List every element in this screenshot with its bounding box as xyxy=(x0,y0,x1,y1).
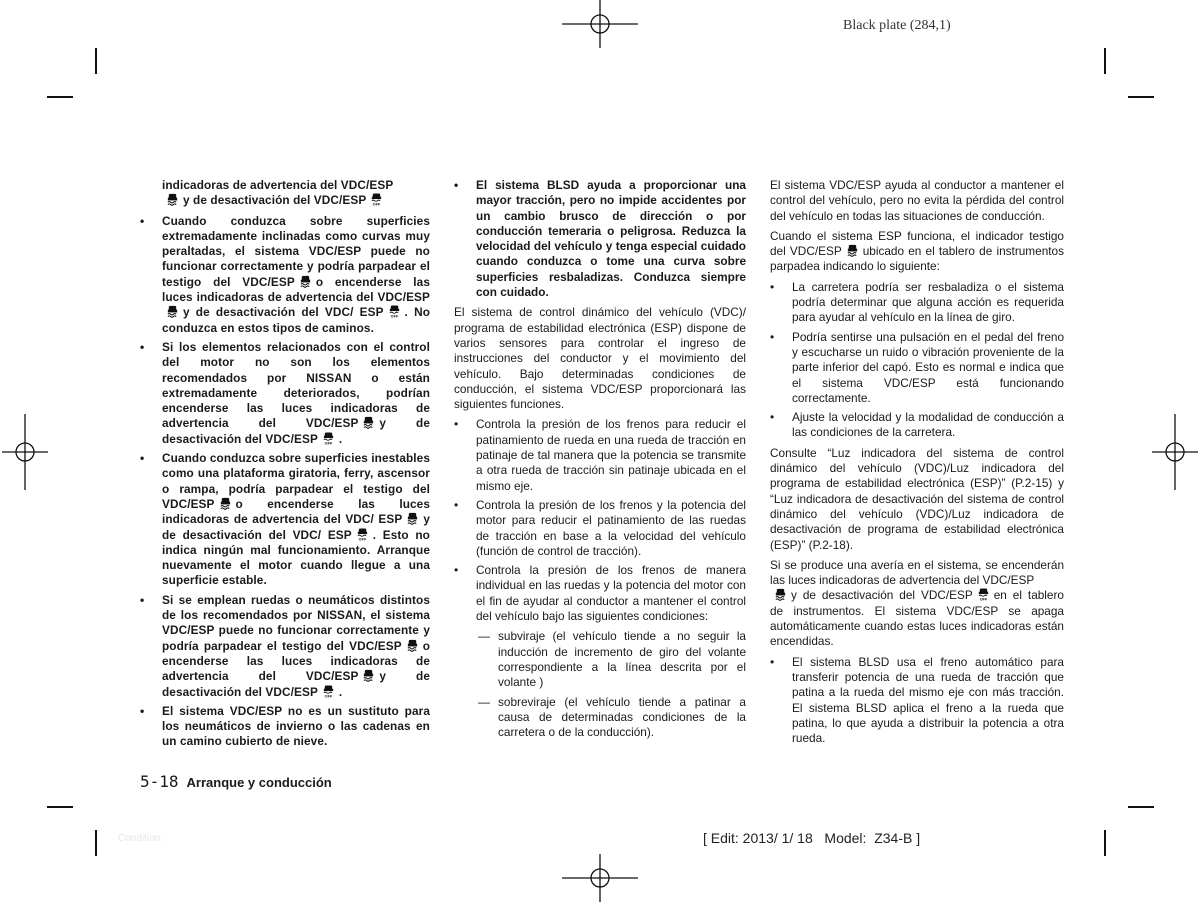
vdc-warning-icon xyxy=(166,305,179,318)
edit-info: [ Edit: 2013/ 1/ 18 Model: Z34-B ] xyxy=(703,830,921,846)
text: Si se produce una avería en el sistema, se encenderán las luces indicadoras de advertencia del VDC/ESP xyxy=(770,557,1064,588)
vdc-warning-icon xyxy=(299,275,312,288)
text: Si se emplean ruedas o neumáticos distintos de los recomendados por NISSAN, el sistema VDC/ESP puede no funcionar correctamente y podría parpadear el testigo del VDC/ESP xyxy=(162,592,430,653)
text: Cuando conduzca sobre superficies extremadamente inclinadas como curvas muy peraltadas, el sistema VDC/ESP puede no funcionar correctamente y podría parpadear el testigo del VDC/ESP xyxy=(162,213,430,289)
text: y de desactivación del VDC/ ESP xyxy=(183,305,384,320)
list-item: • El sistema BLSD usa el freno automático para transferir potencia de una rueda de tracción que patina a la rueda del mismo eje con más tracción. El sistema BLSD aplica el freno a la rueda que patina, lo que ayuda a distribuir la potencia a otra rueda. xyxy=(770,655,1064,747)
list-item: • Controla la presión de los frenos y la potencia del motor para reducir el patinamiento de las ruedas de tracción en base a la velocidad del vehículo (función de control de tracción). xyxy=(454,498,746,559)
blsd-list xyxy=(770,655,1064,747)
page-footer xyxy=(140,772,332,791)
text: . Esto no indica ningún mal funcionamiento. Arranque nuevamente el motor cuando llegue a una superficie estable. xyxy=(162,527,430,588)
vdc-off-icon xyxy=(370,193,383,206)
crop-mark xyxy=(1128,806,1154,808)
function-list xyxy=(454,417,746,624)
column-middle xyxy=(454,178,746,745)
text: y de desactivación del VDC/ESP xyxy=(162,669,431,699)
vdc-off-icon xyxy=(388,305,401,318)
text: y de desactivación del VDC/ ESP xyxy=(162,512,430,542)
warning-list xyxy=(454,178,746,300)
condition-label: Condition: xyxy=(118,833,164,844)
list-item: • Controla la presión de los frenos para reducir el patinamiento de rueda en una rueda de tracción en patinaje de tal manera que la potencia se transmite a otra rueda de tracción sin patinaje ubicada en el mismo eje. xyxy=(454,417,746,493)
list-item: • Controla la presión de los frenos de manera individual en las ruedas y la potencia del motor con el fin de ayudar al conductor a mantener el control del vehículo bajo las siguientes condiciones: xyxy=(454,563,746,624)
crop-mark xyxy=(1104,830,1106,856)
text: . xyxy=(338,431,343,446)
vdc-off-icon xyxy=(322,685,335,698)
list-item xyxy=(140,214,430,336)
vdc-warning-icon xyxy=(166,193,179,206)
condition-list xyxy=(476,629,746,740)
column-left xyxy=(140,178,430,755)
vdc-warning-icon xyxy=(219,497,232,510)
vdc-warning-icon xyxy=(362,416,375,429)
text: o encenderse las luces indicadoras de advertencia del VDC/ ESP xyxy=(162,496,430,527)
text: . No conduzca en estos tipos de caminos. xyxy=(162,305,430,335)
crop-mark xyxy=(95,830,97,856)
vdc-warning-icon xyxy=(406,512,419,525)
text: Si los elementos relacionados con el control del motor no son los elementos recomendados por NISSAN o están extremadamente deteriorados, podrían encenderse las luces indicadoras de advertencia del VDC/ESP xyxy=(162,339,430,431)
plate-label: Black plate (284,1) xyxy=(843,18,951,33)
crop-mark xyxy=(1128,96,1154,98)
text: y de desactivación del VDC/ESP xyxy=(162,416,431,446)
list-item: — subviraje (el vehículo tiende a no seguir la inducción de incremento de giro del volante correspondiente a la línea descrita por el volante ) xyxy=(476,629,746,690)
crop-mark xyxy=(95,48,97,74)
list-item xyxy=(140,593,430,700)
page-number: 5-18 xyxy=(140,772,179,791)
vdc-off-icon xyxy=(322,432,335,445)
vdc-warning-icon xyxy=(406,639,419,652)
text: indicadoras de advertencia del VDC/ESP xyxy=(162,178,394,192)
registration-mark-bottom xyxy=(560,852,640,902)
registration-mark-top xyxy=(560,0,640,50)
text: ubicado en el tablero de instrumentos parpadea indicando lo siguiente: xyxy=(770,244,1064,274)
text: Cuando conduzca sobre superficies inestables como una plataforma giratoria, ferry, ascensor o rampa, podría parpadear el testigo del VDC/ESP xyxy=(162,451,430,511)
text: y de desactivación del VDC/ESP xyxy=(183,193,367,208)
text: y de desactivación del VDC/ESP xyxy=(791,588,973,603)
paragraph xyxy=(162,178,430,209)
warning-list xyxy=(140,214,430,750)
list-item: • El sistema BLSD ayuda a proporcionar una mayor tracción, pero no impide accidentes por un cambio brusco de dirección o por conducción temeraria o peligrosa. Reduzca la velocidad del vehículo y tenga especial cuidado cuando conduzca o tome una curva sobre superficies resbaladizas. Conduzca siempre con cuidado. xyxy=(454,178,746,300)
list-item: • La carretera podría ser resbaladiza o el sistema podría determinar que alguna acción es requerida para ayudar al vehículo en la línea de giro. xyxy=(770,280,1064,326)
paragraph xyxy=(770,558,1064,650)
list-item xyxy=(140,340,430,447)
crop-mark xyxy=(47,806,73,808)
text: . xyxy=(338,684,343,699)
registration-mark-left xyxy=(0,412,50,492)
vdc-off-icon xyxy=(356,528,369,541)
indication-list xyxy=(770,280,1064,441)
registration-mark-right xyxy=(1150,412,1200,492)
column-right xyxy=(770,178,1064,751)
vdc-warning-icon xyxy=(774,588,787,601)
paragraph: Consulte “Luz indicadora del sistema de control dinámico del vehículo (VDC)/Luz indicadora del programa de estabilidad electrónica (ESP)” (P.2-15) y “Luz indicadora de desactivación del sistema de control dinámico del vehículo (VDC)/Luz indicadora de desactivación de programa de estabilidad electrónica (ESP)” (P.2-18). xyxy=(770,445,1064,552)
crop-mark xyxy=(47,96,73,98)
text: en el tablero de instrumentos. El sistema VDC/ESP se apaga automáticamente cuando estas luces indicadoras están encendidas. xyxy=(770,588,1064,649)
vdc-warning-icon xyxy=(846,244,859,257)
list-item: • Ajuste la velocidad y la modalidad de conducción a las condiciones de la carretera. xyxy=(770,410,1064,441)
paragraph: El sistema VDC/ESP ayuda al conductor a mantener el control del vehículo, pero no evita la pérdida del control del vehículo en todas las situaciones de conducción. xyxy=(770,178,1064,223)
list-item xyxy=(140,451,430,589)
text: o encenderse las luces indicadoras de advertencia del VDC/ESP xyxy=(162,274,430,305)
text: El sistema VDC/ESP no es un sustituto para los neumáticos de invierno o las cadenas en un camino cubierto de nieve. xyxy=(162,703,430,749)
vdc-warning-icon xyxy=(362,669,375,682)
text: o encenderse las luces indicadoras de advertencia del VDC/ESP xyxy=(162,638,430,684)
list-item: — sobreviraje (el vehículo tiende a patinar a causa de determinadas condiciones de la carretera o de la conducción). xyxy=(476,695,746,741)
vdc-off-icon xyxy=(977,588,990,601)
list-item xyxy=(140,704,430,750)
text: Cuando el sistema ESP funciona, el indicador testigo del VDC/ESP xyxy=(770,228,1064,259)
crop-mark xyxy=(1104,48,1106,74)
paragraph: El sistema de control dinámico del vehículo (VDC)/ programa de estabilidad electrónica (ESP) dispone de varios sensores para controlar el ingreso de instrucciones del conductor y el movimiento del vehículo. Bajo determinadas condiciones de conducción, el sistema VDC/ESP proporcionará las siguientes funciones. xyxy=(454,305,746,412)
paragraph xyxy=(770,229,1064,275)
list-item: • Podría sentirse una pulsación en el pedal del freno y escucharse un ruido o vibración proveniente de la parte inferior del capó. Esto es normal e indica que el sistema VDC/ESP está funcionando correctamente. xyxy=(770,330,1064,406)
section-title: Arranque y conducción xyxy=(186,775,332,790)
